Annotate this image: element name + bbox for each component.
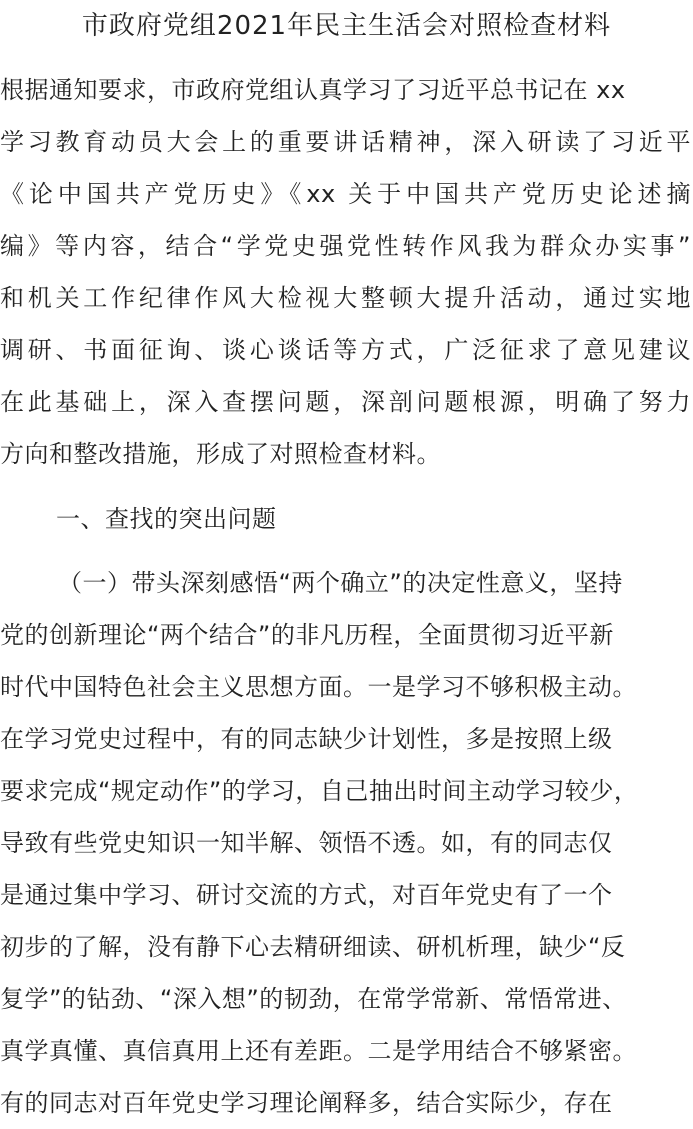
body-line-11: 有的同志对百年党史学习理论阐释多，结合实际少，存在 (0, 1089, 613, 1117)
intro-line-4: 编》等内容，结合“学党史强党性转作风我为群众办实事” (0, 232, 691, 260)
document-title: 市政府党组2021年民主生活会对照检查材料 (81, 11, 612, 41)
body-line-8: 初步的了解，没有静下心去精研细读、研机析理，缺少“反 (0, 933, 626, 961)
body-line-1: （一）带头深刻感悟“两个确立”的决定性意义，坚持 (58, 569, 623, 597)
section-heading: 一、查找的突出问题 (56, 505, 277, 533)
intro-line-7: 在此基础上，深入查摆问题，深剖问题根源，明确了努力 (0, 388, 691, 416)
body-line-10: 真学真懂、真信真用上还有差距。二是学用结合不够紧密。 (0, 1037, 637, 1065)
intro-line-6: 调研、书面征询、谈心谈话等方式，广泛征求了意见建议 (0, 336, 691, 364)
intro-line-3: 《论中国共产党历史》《xx 关于中国共产党历史论述摘 (0, 180, 691, 208)
body-line-7: 是通过集中学习、研讨交流的方式，对百年党史有了一个 (0, 881, 613, 909)
body-line-9: 复学”的钻劲、“深入想”的韧劲，在常学常新、常悟常进、 (0, 985, 627, 1013)
intro-line-5: 和机关工作纪律作风大检视大整顿大提升活动，通过实地 (0, 284, 691, 312)
body-line-2: 党的创新理论“两个结合”的非凡历程，全面贯彻习近平新 (0, 621, 614, 649)
body-line-4: 在学习党史过程中，有的同志缺少计划性，多是按照上级 (0, 725, 613, 753)
body-line-3: 时代中国特色社会主义思想方面。一是学习不够积极主动。 (0, 673, 637, 701)
body-line-6: 导致有些党史知识一知半解、领悟不透。如，有的同志仅 (0, 829, 613, 857)
intro-line-2: 学习教育动员大会上的重要讲话精神，深入研读了习近平 (0, 128, 691, 156)
body-line-5: 要求完成“规定动作”的学习，自己抽出时间主动学习较少， (0, 777, 639, 805)
intro-line-1: 根据通知要求，市政府党组认真学习了习近平总书记在 xx (0, 76, 626, 104)
intro-line-8: 方向和整改措施，形成了对照检查材料。 (0, 440, 441, 468)
